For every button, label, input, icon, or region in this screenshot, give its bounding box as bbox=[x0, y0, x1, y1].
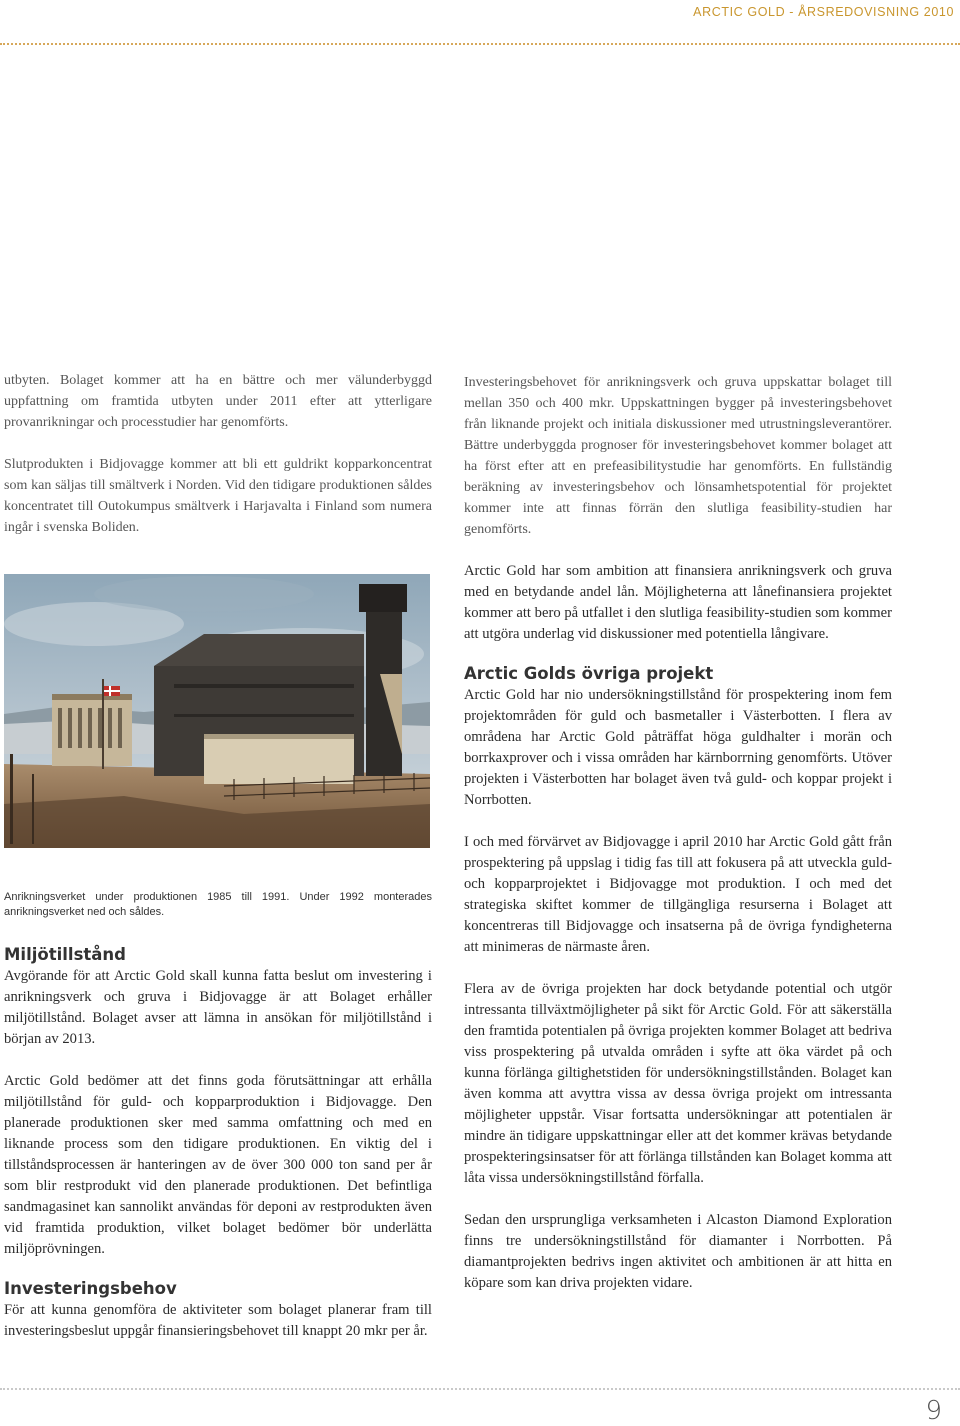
heading-ovriga-projekt: Arctic Golds övriga projekt bbox=[464, 664, 714, 683]
right-column bbox=[464, 372, 892, 1294]
left-column-lower bbox=[4, 890, 432, 1342]
photo-caption: Anrikningsverket under produktionen 1985 till 1991. Under 1992 monterades anrikningsverket ned och såldes. bbox=[4, 891, 432, 918]
miljo-paragraph-1: Avgörande för att Arctic Gold skall kunna fatta beslut om investering i anrikningsverk och gruva i Bidjovagge är att Bolaget erhåller miljötillstånd. Bolaget avser att lämna in ansökan för miljötillstånd i början av 2013. bbox=[4, 968, 432, 1047]
right-paragraph-2: Arctic Gold har som ambition att finansiera anrikningsverk och gruva med en betydande andel lån. Möjligheterna att lånefinansiera projektet kommer att bero på utfallet i den slutliga feasibility-studien som kommer att utgöra underlag vid diskussioner med potentiella långivare. bbox=[464, 563, 892, 642]
mining-plant-photo bbox=[4, 574, 430, 848]
ovriga-paragraph-1: Arctic Gold har nio undersökningstillstånd för prospektering inom fem projektområden för guld och basmetaller i Västerbotten. I flera av områdena har Arctic Gold påträffat höga guldhalter i morän och borrkaxprover och i vissa områden har kärnborrning genomförts. Utöver projekten i Västerbotten har bolaget även två guld- och koppar projekt i Norrbotten. bbox=[464, 687, 892, 808]
left-column-intro bbox=[4, 370, 432, 538]
invest-paragraph-1: För att kunna genomföra de aktiviteter som bolaget planerar fram till investeringsbeslut uppgår finansieringsbehovet till knappt 20 mkr per år. bbox=[4, 1302, 432, 1339]
ovriga-paragraph-2: I och med förvärvet av Bidjovagge i april 2010 har Arctic Gold gått från prospektering på uppslag i tidig fas till att fokusera på att utveckla guld- och kopparprojektet i Bidjovagge mot produktion. I och med det strategiska skiftet kommer de tillgängliga resurserna i Bolaget att koncentreras till Bidjovagge och insatserna på de övriga fyndigheterna att minimeras de närmaste åren. bbox=[464, 834, 892, 955]
intro-paragraph-1: utbyten. Bolaget kommer att ha en bättre och mer välunderbyggd uppfattning om framtida utbyten under 2011 efter att ytterligare provanrikningar och processtudier har genomförts. bbox=[4, 373, 432, 430]
ovriga-paragraph-3: Flera av de övriga projekten har dock betydande potential och utgör intressanta tillväxtmöjligheter på sikt för Arctic Gold. För att säkerställa den framtida potentialen på övriga projekten kommer Bolaget att bedriva viss prospektering på utvalda områden i syfte att öka värdet på och kunna förlänga giltighetstiden för undersökningstillstånden. Bolaget kan även komma att avyttra vissa av dessa övriga projekt om intressanta möjligheter uppstår. Visar fortsatta undersökningar att potentialen är mindre än tidigare uppskattningar eller att det kommer krävas betydande prospekteringsinsatser för att förlänga tillstånden kan Bolaget komma att låta vissa undersökningstillstånd förfalla. bbox=[464, 981, 892, 1186]
footer-dotted-divider bbox=[0, 1388, 960, 1390]
intro-paragraph-2: Slutprodukten i Bidjovagge kommer att bli ett guldrikt kopparkoncentrat som kan säljas till smältverk i Norden. Vid den tidigare produktionen såldes koncentratet till Outokumpus smältverk i Harjavalta i Finland som numera ingår i svenska Boliden. bbox=[4, 457, 432, 535]
miljo-paragraph-2: Arctic Gold bedömer att det finns goda förutsättningar att erhålla miljötillstånd för guld- och kopparproduktion i Bidjovagge. Den planerade produktionen sker med samma omfattning och med en liknande process som den tidigare produktionen. En viktig del i tillståndsprocessen är hanteringen av de över 300 000 ton sand per år som blir restprodukt vid den planerade produktionen. Det befintliga sandmagasinet kan sannolikt användas för deponi av restprodukten även vid framtida produktion, vilket bolaget bedömer bör underlätta miljöprövningen. bbox=[4, 1073, 432, 1257]
running-header: ARCTIC GOLD - ÅRSREDOVISNING 2010 bbox=[693, 5, 954, 19]
heading-investeringsbehov: Investeringsbehov bbox=[4, 1279, 177, 1298]
header-dotted-divider bbox=[0, 43, 960, 45]
page-number: 9 bbox=[925, 1396, 942, 1426]
heading-miljotillstand: Miljötillstånd bbox=[4, 945, 126, 964]
right-paragraph-1: Investeringsbehovet för anrikningsverk och gruva uppskattar bolaget till mellan 350 och 400 mkr. Uppskattningen bygger på investeringsbehovet från liknande projekt och initiala diskussioner med utrustningsleverantörer. Bättre underbyggda prognoser för investeringsbehovet kommer bolaget att ha först efter att en prefeasibilitystudie har genomförts. En fullständig beräkning av investeringsbehov och lönsamhetspotential för projektet kommer inte att finnas förrän den slutliga feasibility-studien har genomförts. bbox=[464, 375, 892, 537]
ovriga-paragraph-4: Sedan den ursprungliga verksamheten i Alcaston Diamond Exploration finns tre undersökningstillstånd för diamanter i Norrbotten. På diamantprojekten bedrivs ingen aktivitet och ambitionen är att hitta en köpare som kan driva projekten vidare. bbox=[464, 1212, 892, 1291]
